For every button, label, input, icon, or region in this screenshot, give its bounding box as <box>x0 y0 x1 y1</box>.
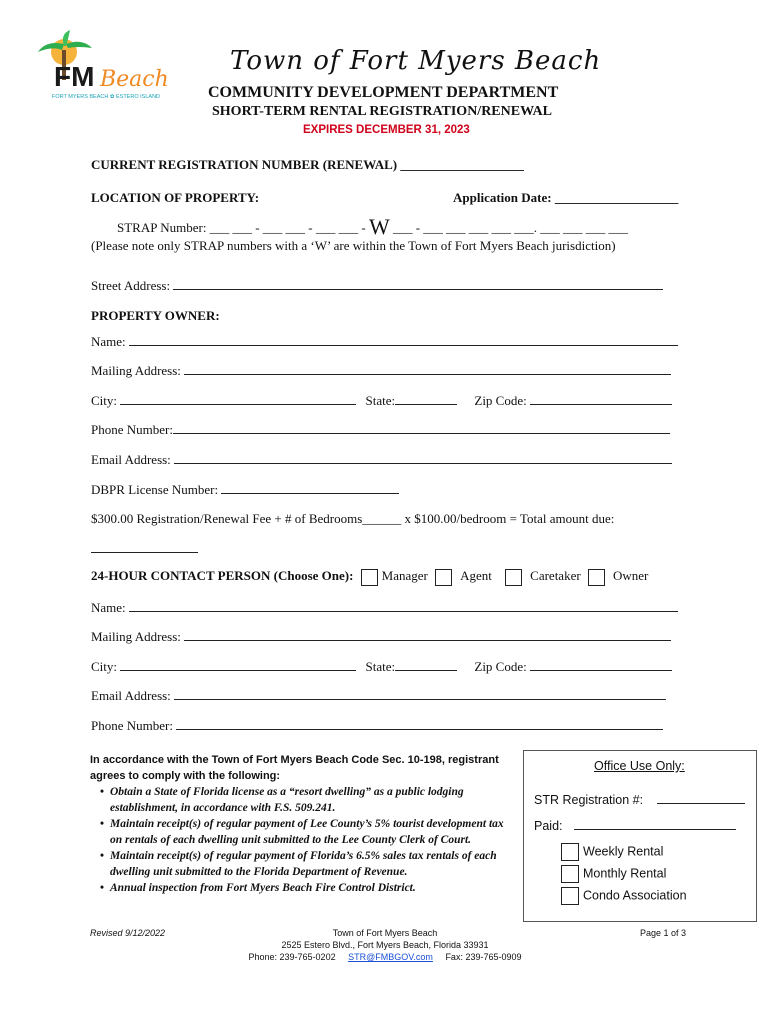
str-registration-label: STR Registration #: <box>534 793 644 807</box>
weekly-rental-label: Weekly Rental <box>583 844 664 859</box>
contact-mailing-line[interactable] <box>184 640 671 641</box>
strap-tail: ___ - ___ ___ ___ ___ ___. ___ ___ ___ ___ <box>392 220 629 235</box>
caretaker-label: Caretaker <box>530 568 581 583</box>
agent-checkbox[interactable] <box>435 569 452 586</box>
page-number: Page 1 of 3 <box>640 928 687 938</box>
condo-association-option[interactable] <box>557 887 687 905</box>
form-title: SHORT-TERM RENTAL REGISTRATION/RENEWAL <box>212 104 552 119</box>
contact-city-line[interactable] <box>120 670 356 671</box>
list-item: • Obtain a State of Florida license as a “resort dwelling” as a public lodging establishment, in accordance with F.S. 509.241. <box>100 784 510 816</box>
owner-city-line[interactable] <box>120 404 356 405</box>
contact-person-row <box>91 568 648 586</box>
manager-checkbox[interactable] <box>361 569 378 586</box>
paid-field[interactable] <box>534 819 736 833</box>
expiration-notice: EXPIRES DECEMBER 31, 2023 <box>303 124 470 136</box>
contact-phone-line[interactable] <box>176 729 663 730</box>
paid-line[interactable] <box>574 829 736 830</box>
notice-intro: In accordance with the Town of Fort Myers Beach Code Sec. 10-198, registrant agrees to comply with the following: <box>90 754 499 782</box>
owner-name-line[interactable] <box>129 345 678 346</box>
location-heading: LOCATION OF PROPERTY: <box>91 190 260 205</box>
contact-email-line[interactable] <box>174 699 666 700</box>
svg-text:Beach: Beach <box>100 67 169 92</box>
dbpr-line[interactable] <box>221 493 399 494</box>
owner-phone-line[interactable] <box>173 433 670 434</box>
owner-state-line[interactable] <box>395 404 457 405</box>
street-address-line[interactable] <box>173 289 663 290</box>
contact-name-label: Name: <box>91 600 126 615</box>
footer-fax: Fax: 239-765-0909 <box>445 952 522 962</box>
str-registration-line[interactable] <box>657 803 745 804</box>
strap-w-marker: W <box>368 214 390 239</box>
contact-city-row[interactable] <box>91 659 672 675</box>
office-use-box <box>523 750 757 922</box>
paid-label: Paid: <box>534 819 563 833</box>
footer-org: Town of Fort Myers Beach <box>332 928 438 938</box>
strap-note: (Please note only STRAP numbers with a ‘W’ are within the Town of Fort Myers Beach jurisdiction) <box>91 238 616 253</box>
owner-zip-label: Zip Code: <box>474 393 527 408</box>
owner-mailing-field[interactable] <box>91 363 671 379</box>
monthly-rental-label: Monthly Rental <box>583 866 667 881</box>
contact-heading: 24-HOUR CONTACT PERSON (Choose One): <box>91 568 354 583</box>
owner-phone-label: Phone Number: <box>91 422 173 437</box>
contact-email-label: Email Address: <box>91 688 171 703</box>
footer-phone: Phone: 239-765-0202 <box>248 952 336 962</box>
owner-zip-line[interactable] <box>530 404 672 405</box>
total-amount-line[interactable] <box>91 552 198 553</box>
town-title: Town of Fort Myers Beach <box>230 46 602 76</box>
owner-mailing-line[interactable] <box>184 374 671 375</box>
owner-state-label: State: <box>365 393 396 408</box>
list-item: • Maintain receipt(s) of regular payment of Florida’s 6.5% sales tax rentals of each dwelling unit submitted to the Florida Department of Revenue. <box>100 848 510 880</box>
owner-email-label: Email Address: <box>91 452 171 467</box>
weekly-rental-checkbox[interactable] <box>561 843 579 861</box>
contact-email-field[interactable] <box>91 688 666 704</box>
owner-mailing-label: Mailing Address: <box>91 363 181 378</box>
weekly-rental-option[interactable] <box>557 843 663 861</box>
strap-number-field[interactable] <box>117 214 628 240</box>
contact-zip-line[interactable] <box>530 670 672 671</box>
footer-address: 2525 Estero Blvd., Fort Myers Beach, Florida 33931 <box>281 940 489 950</box>
owner-city-row[interactable] <box>91 393 672 409</box>
property-owner-heading: PROPERTY OWNER: <box>91 308 220 323</box>
str-registration-field[interactable] <box>534 793 745 807</box>
contact-phone-label: Phone Number: <box>91 718 173 733</box>
total-amount-field[interactable] <box>91 541 198 557</box>
owner-name-field[interactable] <box>91 334 678 350</box>
owner-label: Owner <box>612 568 649 583</box>
owner-phone-field[interactable] <box>91 422 670 438</box>
owner-checkbox[interactable] <box>588 569 605 586</box>
owner-city-label: City: <box>91 393 118 408</box>
monthly-rental-option[interactable] <box>557 865 666 883</box>
condo-association-checkbox[interactable] <box>561 887 579 905</box>
dbpr-license-field[interactable] <box>91 482 399 498</box>
owner-name-label: Name: <box>91 334 126 349</box>
list-item: • Annual inspection from Fort Myers Beach Fire Control District. <box>100 880 510 896</box>
town-logo <box>34 30 176 104</box>
footer-email-link[interactable]: STR@FMBGOV.com <box>348 952 433 962</box>
compliance-notice <box>90 752 510 896</box>
condo-association-label: Condo Association <box>583 888 687 903</box>
contact-mailing-field[interactable] <box>91 629 671 645</box>
street-address-field[interactable] <box>91 278 663 294</box>
contact-name-field[interactable] <box>91 600 678 616</box>
strap-label: STRAP Number: ___ ___ - ___ ___ - ___ ___ - <box>117 220 366 235</box>
owner-email-line[interactable] <box>174 463 672 464</box>
svg-text:FM: FM <box>54 61 95 92</box>
revised-date: Revised 9/12/2022 <box>90 928 166 938</box>
monthly-rental-checkbox[interactable] <box>561 865 579 883</box>
list-item: • Maintain receipt(s) of regular payment of Lee County’s 5% tourist development tax on rentals of each dwelling unit submitted to the Lee County Clerk of Court. <box>100 816 510 848</box>
department-heading: COMMUNITY DEVELOPMENT DEPARTMENT <box>208 84 559 101</box>
contact-state-label: State: <box>365 659 396 674</box>
manager-label: Manager <box>381 568 428 583</box>
svg-text:FORT MYERS BEACH ✿ ESTERO ISLA: FORT MYERS BEACH ✿ ESTERO ISLAND <box>52 94 161 100</box>
dbpr-label: DBPR License Number: <box>91 482 219 497</box>
notice-list <box>90 784 510 896</box>
footer-contact <box>0 952 770 962</box>
contact-mailing-label: Mailing Address: <box>91 629 181 644</box>
contact-phone-field[interactable] <box>91 718 663 734</box>
contact-state-line[interactable] <box>395 670 457 671</box>
current-registration-field[interactable]: CURRENT REGISTRATION NUMBER (RENEWAL) ___________________ <box>91 157 524 172</box>
contact-city-label: City: <box>91 659 118 674</box>
contact-name-line[interactable] <box>129 611 678 612</box>
caretaker-checkbox[interactable] <box>505 569 522 586</box>
contact-zip-label: Zip Code: <box>474 659 527 674</box>
owner-email-field[interactable] <box>91 452 672 468</box>
agent-label: Agent <box>460 568 492 583</box>
application-date-field[interactable]: Application Date: ___________________ <box>453 190 679 205</box>
fee-calculation: $300.00 Registration/Renewal Fee + # of Bedrooms______ x $100.00/bedroom = Total amount due: <box>91 511 615 526</box>
office-use-heading: Office Use Only: <box>594 759 685 773</box>
street-address-label: Street Address: <box>91 278 171 293</box>
